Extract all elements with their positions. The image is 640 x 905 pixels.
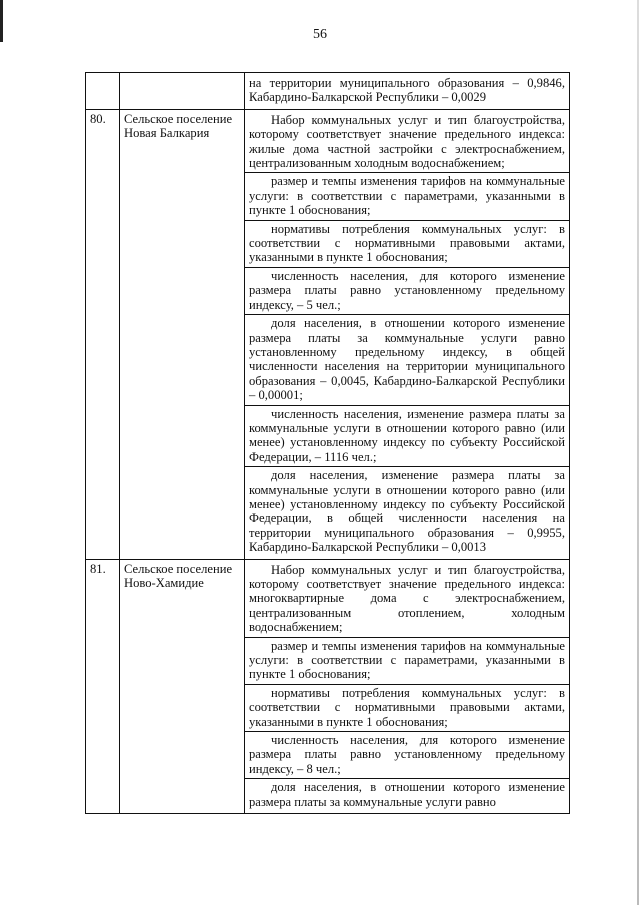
paragraph: доля населения, в отношении которого изменение размера платы за коммунальные услуги равно xyxy=(249,780,565,809)
table-row xyxy=(86,109,570,559)
paragraph: численность населения, изменение размера платы за коммунальные услуги в отношении которого равно (или менее) установленному индексу по субъекту Российской Федерации, – 1116 чел.; xyxy=(245,406,569,468)
cell-text xyxy=(245,73,570,110)
paragraph: Набор коммунальных услуг и тип благоустройства, которому соответствует значение предельного индекса: многоквартирные дома с электроснабжением, централизованным отоплением, холодным водоснабжением; xyxy=(245,562,569,638)
cell-num-empty xyxy=(86,73,120,110)
table-row-continuation xyxy=(86,73,570,110)
paragraph: нормативы потребления коммунальных услуг: в соответствии с нормативными правовыми актами, указанными в пункте 1 обоснования; xyxy=(245,221,569,268)
table-row xyxy=(86,559,570,814)
settlement-name: Сельское поселение Новая Балкария xyxy=(120,109,245,559)
scan-edge-right xyxy=(637,0,639,905)
paragraph: размер и темпы изменения тарифов на коммунальные услуги: в соответствии с параметрами, указанными в пункте 1 обоснования; xyxy=(245,173,569,220)
paragraph: Набор коммунальных услуг и тип благоустройства, которому соответствует значение предельного индекса: жилые дома частной застройки с электроснабжением, централизованным холодным водоснабжением; xyxy=(245,112,569,174)
cell-text xyxy=(245,559,570,814)
paragraph: доля населения, в отношении которого изменение размера платы за коммунальные услуги равно установленному предельному индексу, в общей численности населения на территории муниципального образования – 0,0045, Кабардино-Балкарской Республики – 0,00001; xyxy=(245,315,569,405)
row-number: 81. xyxy=(86,559,120,814)
continuation-paragraph: на территории муниципального образования – 0,9846, Кабардино-Балкарской Республики – 0,0029 xyxy=(249,76,565,105)
cell-name-empty xyxy=(120,73,245,110)
paragraph: доля населения, изменение размера платы за коммунальные услуги в отношении которого равно (или менее) установленному индексу по субъекту Российской Федерации, в общей численности населения на территории муниципального образования – 0,9955, Кабардино-Балкарской Республики – 0,0013 xyxy=(249,468,565,555)
paragraph: численность населения, для которого изменение размера платы равно установленному предельному индексу, – 5 чел.; xyxy=(245,268,569,315)
paragraph: размер и темпы изменения тарифов на коммунальные услуги: в соответствии с параметрами, указанными в пункте 1 обоснования; xyxy=(245,638,569,685)
document-table xyxy=(85,72,570,814)
paragraph: нормативы потребления коммунальных услуг: в соответствии с нормативными правовыми актами, указанными в пункте 1 обоснования; xyxy=(245,685,569,732)
page-number: 56 xyxy=(313,27,327,42)
settlement-name: Сельское поселение Ново-Хамидие xyxy=(120,559,245,814)
cell-text xyxy=(245,109,570,559)
paragraph: численность населения, для которого изменение размера платы равно установленному предельному индексу, – 8 чел.; xyxy=(245,732,569,779)
row-number: 80. xyxy=(86,109,120,559)
